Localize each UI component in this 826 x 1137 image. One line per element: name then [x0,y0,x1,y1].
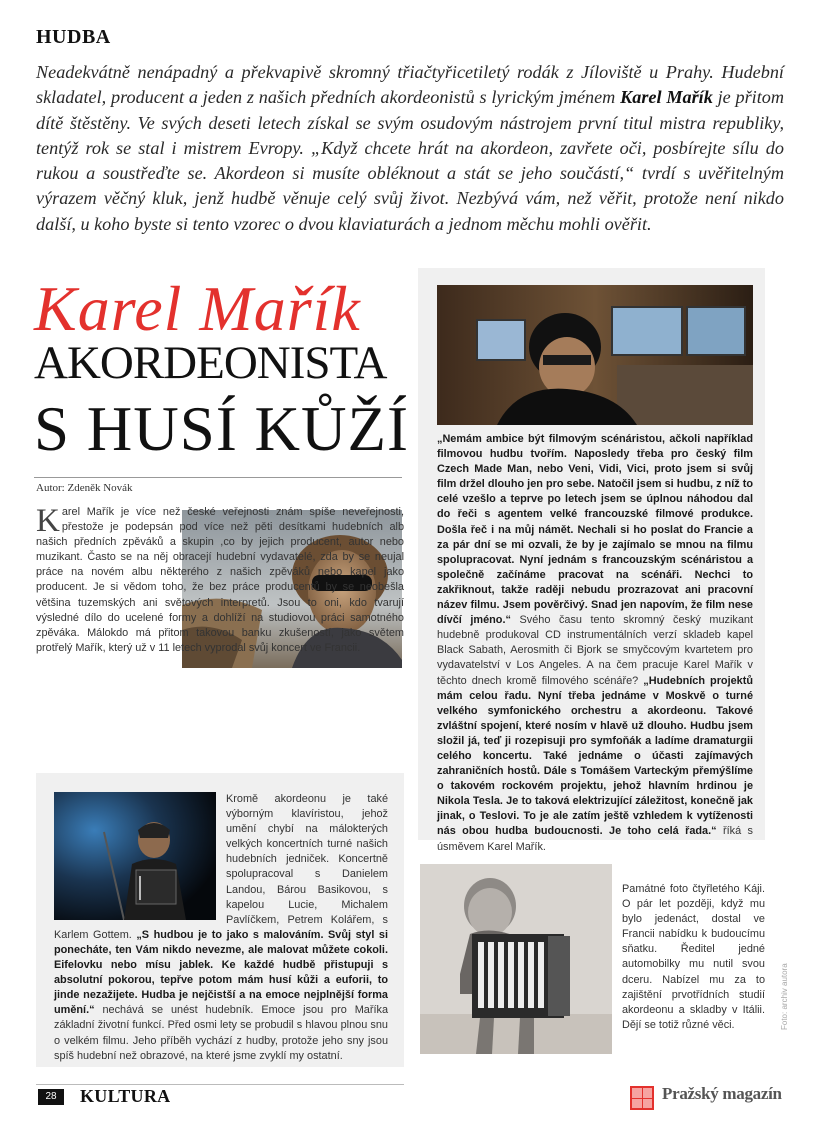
right-text-2: říká s úsměvem Karel Mařík. [437,825,753,853]
bottom-text-1: Kromě akordeonu je také výborným klavíristou, jehož umění chybí na málokterých velkých koncertních turné našich hudebních jedniček. Koncertně spolupracoval s Danielem Landou, Bárou Basikovou, s kapelou Lucie, Michalem Pavlíčkem, Petrem Kolářem, s Karlem Gottem. [54,793,388,941]
photo-credit: Foto: archiv autora [780,963,789,1030]
footer-section-label: KULTURA [80,1086,171,1106]
photo-caption: Památné foto čtyřletého Káji. O pár let později, když mu bylo jedenáct, dostal ve Francii nabídku k budoucímu sňatku. Ředitel jedné automobilky mu nutil svou dceru. Nabízel mu za to zajištění prvotřídních studií akordeonu a skladby v Itálii. Dějí se totiž různé věci. [622,883,765,1031]
photo-recording-studio [437,285,753,425]
lead-text-1: Neadekvátně nenápadný a překvapivě skromný třiačtyřicetiletý rodák z Jíloviště u Prahy. Hudební skladatel, producent a jeden z našich předních akordeonistů s lyrickým jménem [36,62,784,108]
lead-name: Karel Mařík [620,87,713,108]
page-number: 28 [38,1089,64,1105]
article-intro-column [36,505,404,656]
right-quote-1: „Nemám ambice být filmovým scénáristou, ačkoli například filmovou hudbu tvořím. Naposledy třeba pro český film Czech Made Man, nebo Veni, Vidi, Vici, proto jsem si svůj film držel dlouho jen pro sebe. Natočil jsem si hudbu, z níž to celé vzešlo a teprve po letech jsem se úplnou náhodou dal do řeči s agentem velké francouzské filmové produkce. Došla řeč i na můj námět. Nechali si ho poslat do Francie a za pár dní se mi ozvali, že by je zajímalo se mnou na filmu spolupracovat. Nyní jednám s francouzským scénáristou a společně začínáme pracovat na scénáři. Nechci to zakřiknout, takže raději nebudu prozrazovat ani pracovní název filmu. Jsem pověrčivý. Snad jen napovím, že film nese dívčí jméno.“ [437,433,753,627]
magazine-name: Pražský magazín [662,1084,782,1103]
photo-spacer [54,792,226,916]
dropcap-letter: K [36,503,60,539]
photo-child-accordion [420,864,612,1054]
magazine-logo-icon [630,1086,654,1110]
intro-text: arel Mařík je více než české veřejnosti znám spíše neveřejnosti, přestože je podepsán pod více než pěti desítkami hudebních alb našich předních zpěváků a skupin ,co by jejich producent, autor nebo muzikant. Často se na něj obracejí hudební vydavatelé, zda by se neujal práce na novém albu některého z našich zpěváků nebo kapel jako producent. Je si vědom toho, že bez práce producentů by se neobešla většina tuzemských ani světových interpretů. Jsou to oni, kdo tvarují výsledné dílo do ucelené formy a dohlíží na studiovou práci samotného zpěváka. Málokdo má přitom takovou banku zkušeností, jako světem protřelý Mařík, který už v 11 letech vyprodal svůj koncert ve Francii. [36,506,404,654]
author-byline: Autor: Zdeněk Novák [36,482,133,494]
title-divider [34,477,402,478]
article-bottom-column [54,792,388,1064]
bottom-text-2: nechává se unést hudebník. Emoce jsou pro Maříka základní životní funkcí. Před osmi lety se probudil s hlavou plnou snu o velkém filmu. Jeho příběh vychází z hudby, protože jeho sny jsou spíš hudební než obrazové, na které jsme zvyklí my ostatní. [54,1004,388,1062]
article-title-name: Karel Mařík [34,273,361,344]
lead-text-2: je přitom dítě štěstěny. Ve svých deseti letech získal se svým osudovým nástrojem první titul mistra republiky, tentýž rok se stal i mistrem Evropy. „Když chcete hrát na akordeon, zavřete oči, posbírejte sílu do rukou a soustřeďte se. Akordeon si musíte obléknout a stát se jeho součástí,“ tvrdí s uvěřitelným výrazem věčný kluk, jenž hudbě věnuje celý svůj život. Nezbývá vám, než věřit, protože není nikdo další, u koho byste si tento vzorec o dvou klaviaturách a jednom měchu mohli ověřit. [36,87,785,234]
bottom-quote: „S hudbou je to jako s malováním. Svůj styl si ponecháte, ten Vám nikdo nevezme, ale malovat můžete cokoli. Eifelovku nebo mísu jablek. Ke každé hudbě přistupuji s absolutní pokorou, tepřve potom mám husí kůži a euforii, to jinde nezažijete. Hudba je nejčistší a na emoce nejplnější forma umění.“ [54,928,388,1017]
article-title-line-2: AKORDEONISTA [34,337,387,389]
article-right-column [437,432,753,855]
footer-divider [36,1084,404,1085]
section-label: HUDBA [36,26,111,48]
right-text-1: Svého času tento skromný český muzikant hudebně produkoval CD instrumentálních verzí skladeb kapel Black Sabath, Aerosmith či Bjork se smyčcovým kvartetem pro vydavatelství v Los Angeles. A na čem pracuje Karel Mařík v těchto dnech kromě filmového scénáře? [437,614,754,687]
right-quote-2: „Hudebních projektů mám celou řadu. Nyní třeba jednáme v Moskvě o turné velkého symfonického orchestru a akordeonu. Takové zvláštní spojení, které nosím v hlavě už dlouho. Hudbu jsem složil já, teď ji rozepisuji pro symfoňák a ladíme dramaturgii celého koncertu. Také jednáme o účasti zajímavých zahraničních hostů. Dále s Tomášem Varteckým přemýšlíme o takovém rockovém projektu, jehož hlavním hrdinou je Nikola Tesla. Je to taková elektrizující záležitost, konečně jak jinak, o Teslovi. To je ale zatím ještě vzhledem k vytíženosti nás obou hudba budoucnosti. Je toho celá řada.“ [437,674,754,838]
lead-paragraph [36,60,784,237]
article-title-line-3: S HUSÍ KŮŽÍ [34,394,410,464]
